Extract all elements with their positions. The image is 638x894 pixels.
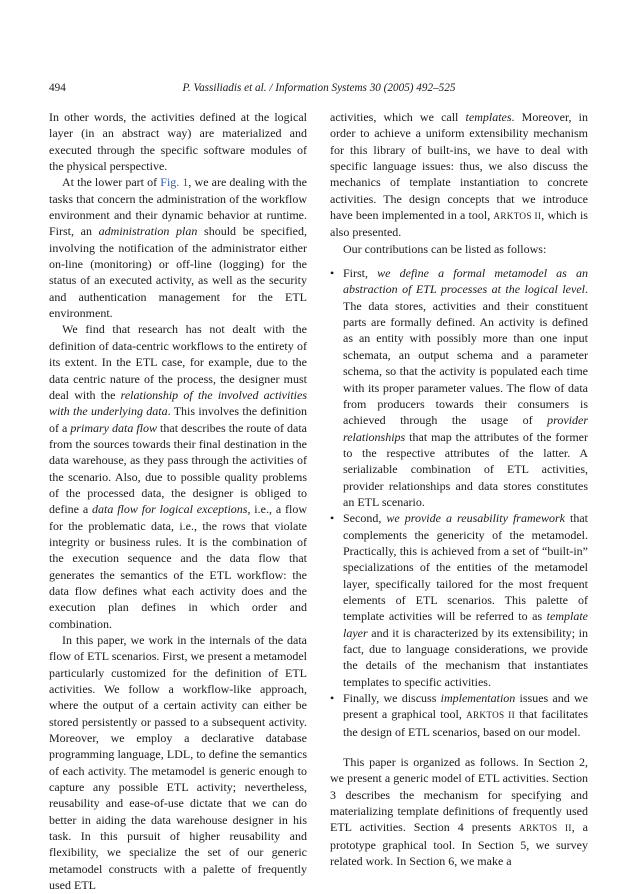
bullet-marker: • bbox=[330, 266, 335, 281]
emphasis: implementation bbox=[440, 691, 516, 706]
text-run: . The data stores, activities and their constituent parts are formally defined. An activity is defined as an entity with possibly more than one input schemata, an output schema and a parameter schema, so that the activity is populated each time with its proper parameter values. The flow of data from producers towards their consumers is achieved through the usage of bbox=[343, 282, 588, 428]
emphasis: primary data flow bbox=[70, 420, 158, 435]
page-header bbox=[49, 80, 589, 96]
text-run: At the lower part of bbox=[62, 175, 161, 190]
text-run: We find that research has not dealt with the definition of data-centric workflows to the entirety of its extent. In the ETL case, for example, due to the data centric nature of the process, the designer must deal with the bbox=[49, 322, 307, 402]
paragraph bbox=[330, 754, 588, 869]
text-run: Second, bbox=[343, 511, 387, 526]
list-item bbox=[330, 690, 588, 740]
text-run: , a prototype graphical tool. In Section 5, we survey related work. In Section 6, we make a bbox=[330, 820, 588, 869]
running-head: P. Vassiliadis et al. / Information Systems 30 (2005) 492–525 bbox=[182, 82, 456, 94]
right-column bbox=[330, 109, 588, 869]
text-run: . This involves the definition of a bbox=[49, 404, 308, 435]
figure-link[interactable]: Fig. 1 bbox=[160, 175, 189, 190]
paragraph: In other words, the activities defined at the logical layer (in an abstract way) are materialized and executed through the specific software modules of the physical perspective. bbox=[49, 110, 307, 174]
left-column bbox=[49, 109, 307, 894]
text-run: issues and we present a graphical tool, bbox=[343, 691, 588, 722]
emphasis: template layer bbox=[343, 609, 588, 640]
bullet-marker: • bbox=[330, 691, 335, 706]
emphasis: templates bbox=[465, 110, 512, 124]
list-item bbox=[330, 510, 588, 690]
text-run: , i.e., a flow for the problematic data, i.e., the rows that violate integrity or business rules. It is the combination of the execution sequence and the data flow that generates the semantics of the ETL workflow: the data flow defines what each activity does and the execution plan defines in which order and combination. bbox=[49, 502, 308, 631]
emphasis: administration plan bbox=[98, 224, 198, 239]
text-run: First, bbox=[343, 266, 378, 281]
text-run: and it is characterized by its extensibility; in fact, due to language considerations, we provide the details of the mechanism that instantiates templates to specific activities. bbox=[343, 625, 588, 689]
paragraph bbox=[330, 109, 588, 241]
text-run: that facilitates the design of ETL scenarios, based on our model. bbox=[343, 707, 588, 739]
emphasis: we define a formal metamodel as an abstraction of ETL processes at the logical level bbox=[343, 266, 588, 297]
text-run: Finally, we discuss bbox=[343, 691, 441, 706]
tool-name: ARKTOS II bbox=[519, 823, 572, 834]
text-run: that complements the genericity of the metamodel. Practically, this is achieved from a set of “built-in” specializations of the entities of the metamodel layer, specifically tailored for the most frequent elements of ETL scenarios. This palette of template activities will be referred to as bbox=[343, 511, 589, 624]
emphasis: we provide a reusability framework bbox=[386, 511, 565, 526]
paragraph bbox=[49, 321, 307, 632]
tool-name: ARKTOS II bbox=[493, 211, 542, 222]
tool-name: ARKTOS II bbox=[466, 710, 515, 721]
paragraph: Our contributions can be listed as follows: bbox=[343, 241, 547, 256]
paragraph bbox=[49, 174, 307, 321]
emphasis: provider relationships bbox=[343, 413, 588, 444]
page-number: 494 bbox=[49, 82, 66, 94]
text-run: should be specified, involving the notification of the administrator either on-line (monitoring) or off-line (logging) for the status of an executed activity, as well as the security and authentication management for the ETL environment. bbox=[49, 224, 307, 321]
bullet-marker: • bbox=[330, 511, 335, 526]
emphasis: data flow for logical exceptions bbox=[92, 502, 248, 517]
text-run: . Moreover, in order to achieve a uniform extensibility mechanism for this library of built-ins, we have to deal with specific language issues: thus, we also discuss the mechanics of template instantiation to concrete activities. The design concepts that we introduce have been implemented in a tool, bbox=[330, 110, 588, 223]
text-run: , which is also presented. bbox=[330, 208, 588, 240]
contribution-list bbox=[330, 265, 588, 740]
text-run: This paper is organized as follows. In Section 2, we present a generic model of ETL activities. Section 3 describes the mechanism for specifying and materializing template definitions of frequently used ETL activities. Section 4 presents bbox=[330, 755, 588, 835]
list-item bbox=[330, 265, 588, 510]
text-run: that map the attributes of the former to the respective attributes of the latter. A serializable combination of ETL activities, provider relationships and data stores constitutes an ETL scenario. bbox=[343, 429, 588, 509]
emphasis: relationship of the involved activities with the underlying data bbox=[49, 387, 307, 419]
text-run: , we are dealing with the tasks that concern the administration of the workflow environment and their dynamic behavior at runtime. First, an bbox=[49, 175, 307, 239]
text-run: activities, which we call bbox=[330, 110, 466, 124]
text-run: that describes the route of data from the sources towards their final destination in the data warehouse, as they pass through the activities of the scenario. Also, due to possible quality problems of the processed data, the designer is obliged to define a bbox=[49, 420, 308, 517]
paragraph: In this paper, we work in the internals of the data flow of ETL scenarios. First, we present a metamodel particularly customized for the definition of ETL activities. We follow a workflow-like approach, where the output of a certain activity can either be stored persistently or passed to a subsequent activity. Moreover, we employ a declarative database programming language, LDL, to define the semantics of each activity. The metamodel is generic enough to capture any possible ETL activity; nevertheless, reusability and ease-of-use dictate that we can do better in aiding the data warehouse designer in his task. In this pursuit of higher reusability and flexibility, we specialize the set of our generic metamodel constructs with a palette of frequently used ETL bbox=[49, 633, 307, 893]
